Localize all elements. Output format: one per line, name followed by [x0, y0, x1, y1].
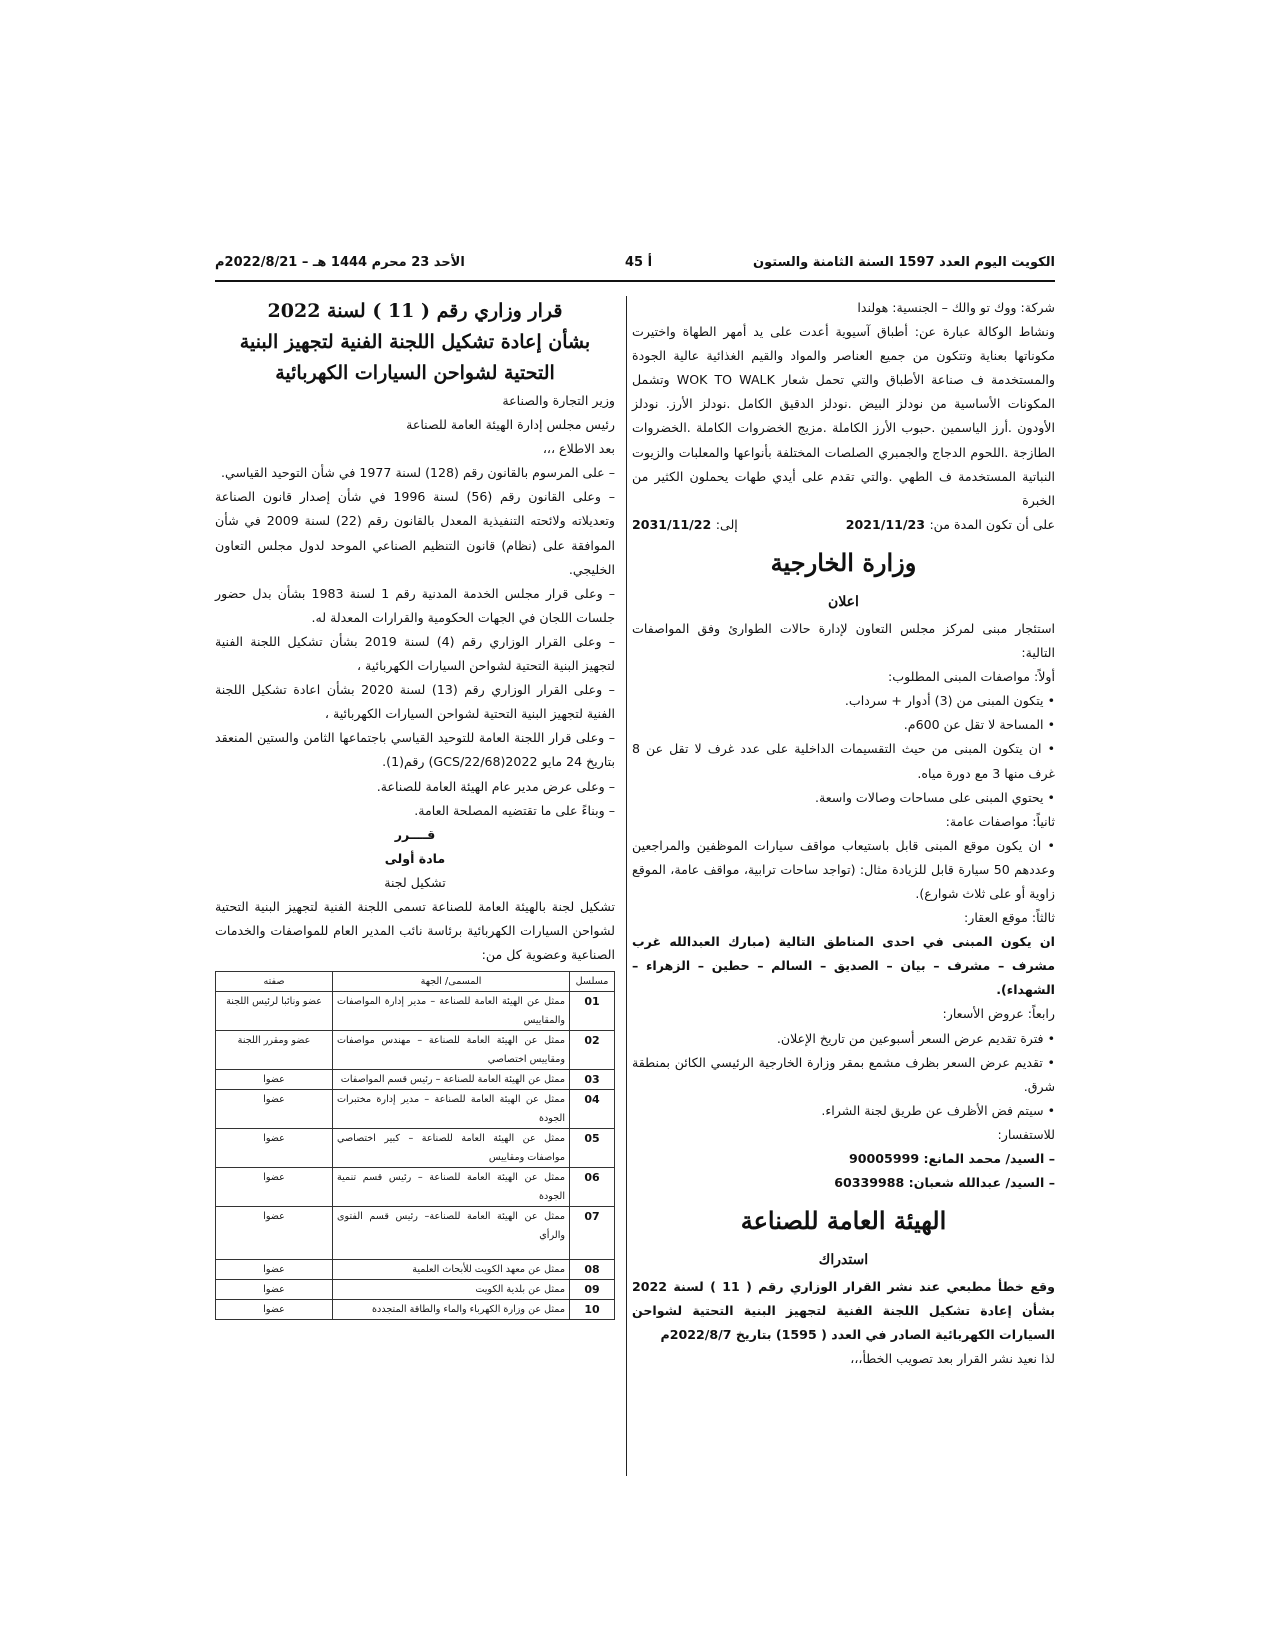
- preamble-clause: – وبناءً على ما تقتضيه المصلحة العامة.: [414, 802, 615, 818]
- cell-serial: 08: [570, 1260, 615, 1280]
- table-row: [216, 1031, 615, 1070]
- cell-serial: 05: [570, 1129, 615, 1168]
- ministry-title: وزارة الخارجية: [770, 547, 917, 577]
- correction-text: وقع خطأ مطبعي عند نشر القرار الوزاري رقم ( 11 ) لسنة 2022 بشأن إعادة تشكيل اللجنة الفنية لتجهيز البنية التحتية لشواحن السيارات الكهربائية الصادر في العدد ( 1595) بتاريخ 2022/8/7م: [632, 1279, 1055, 1343]
- cell-title: ممثل عن معهد الكويت للأبحاث العلمية: [333, 1260, 570, 1280]
- agency-company: شركة: ووك تو والك – الجنسية: هولندا: [857, 300, 1055, 315]
- cell-serial: 07: [570, 1207, 615, 1260]
- table-row: [216, 1280, 615, 1300]
- authority-title: الهيئة العامة للصناعة: [740, 1206, 947, 1236]
- cell-title: ممثل عن الهيئة العامة للصناعة – كبير اختصاصي مواصفات ومقاييس: [333, 1129, 570, 1168]
- spec-item: • يتكون المبنى من (3) أدوار + سرداب.: [844, 693, 1055, 709]
- preamble-clause: – وعلى عرض مدير عام الهيئة العامة للصناعة.: [376, 778, 615, 794]
- committee-table: [215, 971, 615, 1320]
- preamble-clause: – وعلى القانون رقم (56) لسنة 1996 في شأن إصدار قانون الصناعة وتعديلاته ولائحته التنفيذية المعدل بالقانون رقم (22) لسنة 2009 في شأن الموافقة على (نظام) قانون التنظيم الصناعي الموحد لدول مجلس التعاون الخليجي.: [215, 489, 615, 577]
- cell-title: ممثل عن الهيئة العامة للصناعة – مهندس مواصفات ومقاييس اختصاصي: [333, 1031, 570, 1070]
- cell-title: ممثل عن الهيئة العامة للصناعة – رئيس قسم تنمية الجودة: [333, 1168, 570, 1207]
- table-row: [216, 1260, 615, 1280]
- table-header-row: [216, 972, 615, 992]
- table-row: [216, 1300, 615, 1320]
- spec-section-3-title: ثالثاً: موقع العقار:: [964, 910, 1055, 926]
- period-from: 2021/11/23: [845, 516, 926, 532]
- cell-serial: 06: [570, 1168, 615, 1207]
- header-title: المسمى/ الجهة: [333, 972, 570, 992]
- cell-serial: 10: [570, 1300, 615, 1320]
- page-header: [215, 250, 1055, 282]
- article-heading: مادة أولى: [384, 850, 446, 866]
- decided-heading: قــــرر: [394, 826, 436, 842]
- header-role: صفته: [216, 972, 333, 992]
- cell-role: عضوا: [216, 1280, 333, 1300]
- cell-title: ممثل عن الهيئة العامة للصناعة – مدير إدارة المواصفات والمقاييس: [333, 992, 570, 1031]
- spec-section-1-title: أولاً: مواصفات المبنى المطلوب:: [888, 669, 1055, 685]
- cell-serial: 09: [570, 1280, 615, 1300]
- agency-period: [632, 513, 1055, 537]
- period-to: 2031/11/22: [632, 516, 712, 532]
- cell-serial: 02: [570, 1031, 615, 1070]
- decree-title: قرار وزاري رقم ( 11 ) لسنة 2022: [267, 300, 563, 322]
- correction-title: استدراك: [818, 1252, 869, 1269]
- left-column: [215, 296, 615, 1320]
- cell-title: ممثل عن الهيئة العامة للصناعة– رئيس قسم الفتوى والرأي: [333, 1207, 570, 1260]
- cell-serial: 04: [570, 1090, 615, 1129]
- preamble-clause: – وعلى القرار الوزاري رقم (13) لسنة 2020 بشأن اعادة تشكيل اللجنة الفنية لتجهيز البنية التحتية لشواحن السيارات الكهربائية ،: [215, 682, 615, 722]
- preamble-clause: – وعلى القرار الوزاري رقم (4) لسنة 2019 بشأن تشكيل اللجنة الفنية لتجهيز البنية التحتية لشواحن السيارات الكهربائية ،: [215, 633, 616, 674]
- cell-role: عضوا: [216, 1090, 333, 1129]
- table-row: [216, 992, 615, 1031]
- cell-role: عضو ونائبا لرئيس اللجنة: [216, 992, 333, 1031]
- cell-serial: 01: [570, 992, 615, 1031]
- ad-intro: استئجار مبنى لمركز مجلس التعاون لإدارة حالات الطوارئ وفق المواصفات التالية:: [632, 620, 1055, 661]
- cell-role: عضوا: [216, 1129, 333, 1168]
- cell-title: ممثل عن الهيئة العامة للصناعة – مدير إدارة مختبرات الجودة: [333, 1090, 570, 1129]
- period-to-label: إلى:: [715, 516, 738, 532]
- article-subheading: تشكيل لجنة: [384, 874, 446, 890]
- spec-item: • المساحة لا تقل عن 600م.: [903, 717, 1055, 733]
- table-row: [216, 1129, 615, 1168]
- chairman: رئيس مجلس إدارة الهيئة العامة للصناعة: [406, 417, 615, 433]
- after-review: بعد الاطلاع ،،،: [542, 441, 615, 457]
- header-serial: مسلسل: [570, 972, 615, 992]
- spec-item: • ان يكون موقع المبنى قابل باستيعاب مواقف سيارات الموظفين والمراجعين وعددهم 50 سيارة قابل للزيادة مثال: (تواجد ساحات ترابية، مواقف عامة، الموقع زاوية أو على ثلاث شوارع).: [632, 837, 1055, 901]
- table-row: [216, 1168, 615, 1207]
- decree-subtitle: التحتية لشواحن السيارات الكهربائية: [275, 362, 555, 384]
- issue-date: الأحد 23 محرم 1444 هـ – 2022/8/21م: [215, 255, 465, 270]
- spec-item: • ان يتكون المبنى من حيث التقسيمات الداخلية على عدد غرف لا تقل عن 8 غرف منها 3 مع دورة مياه.: [632, 741, 1055, 781]
- issue-info: الكويت اليوم العدد 1597 السنة الثامنة والستون: [753, 255, 1055, 270]
- right-column: [632, 296, 1055, 1372]
- preamble-clause: – وعلى قرار اللجنة العامة للتوحيد القياسي باجتماعها الثامن والستين المنعقد بتاريخ 24 مايو 2022(GCS/22/68) رقم(1).: [215, 730, 615, 770]
- contact-line: – السيد/ عبدالله شعبان: 60339988: [834, 1175, 1055, 1191]
- spec-section-2-title: ثانياً: مواصفات عامة:: [945, 813, 1055, 829]
- table-row: [216, 1090, 615, 1129]
- cell-role: عضوا: [216, 1260, 333, 1280]
- correction-end: لذا نعيد نشر القرار بعد تصويب الخطأ،،،: [850, 1351, 1055, 1367]
- minister: وزير التجارة والصناعة: [502, 393, 615, 408]
- decree-subtitle: بشأن إعادة تشكيل اللجنة الفنية لتجهيز البنية: [239, 331, 591, 353]
- cell-role: عضو ومقرر اللجنة: [216, 1031, 333, 1070]
- table-row: [216, 1070, 615, 1090]
- cell-title: ممثل عن الهيئة العامة للصناعة – رئيس قسم المواصفات: [333, 1070, 570, 1090]
- contact-title: للاستفسار:: [997, 1126, 1055, 1142]
- table-row: [216, 1207, 615, 1260]
- article-text: تشكيل لجنة بالهيئة العامة للصناعة تسمى اللجنة الفنية لتجهيز البنية التحتية لشواحن السيارات الكهربائية برئاسة نائب المدير العام للمواصفات والخدمات الصناعية وعضوية كل من:: [215, 898, 615, 963]
- price-item: • سيتم فض الأظرف عن طريق لجنة الشراء.: [821, 1102, 1055, 1118]
- spec-item: • يحتوي المبنى على مساحات وصالات واسعة.: [814, 789, 1055, 805]
- price-item: • تقديم عرض السعر بظرف مشمع بمقر وزارة الخارجية الرئيسي الكائن بمنطقة شرق.: [632, 1054, 1055, 1094]
- cell-role: عضوا: [216, 1070, 333, 1090]
- contact-line: – السيد/ محمد المانع: 90005999: [849, 1151, 1055, 1166]
- period-label: على أن تكون المدة من:: [929, 516, 1055, 532]
- column-divider: [626, 296, 627, 1476]
- cell-title: ممثل عن وزارة الكهرباء والماء والطاقة المتجددة: [333, 1300, 570, 1320]
- agency-activity: ونشاط الوكالة عبارة عن: أطباق آسيوية أعدت على يد أمهر الطهاة واختيرت مكوناتها بعناية وتتكون من جميع العناصر والمواد والقيم الغذائية عالية الجودة والمستخدمة ف صناعة الأطباق والتي تحمل شعار WOK TO WALK وتشمل المكونات الأساسية من نودلز البيض .نودلز الدقيق الكامل .نودلز الأرز. نودلز الأودون .أرز الياسمين .حبوب الأرز الكاملة .مزيج الخضروات الكاملة .الخضروات الطازجة .اللحوم الدجاج والجمبري الصلصات المختلفة بأنواعها والمعلبات والزيوت النباتية المستخدمة ف الطهي .والتي تقدم على أيدي طهات يحملون الكثير من الخبرة: [632, 324, 1055, 508]
- cell-role: عضوا: [216, 1168, 333, 1207]
- page-number: أ 45: [625, 255, 653, 270]
- preamble-clause: – على المرسوم بالقانون رقم (128) لسنة 1977 في شأن التوحيد القياسي.: [220, 465, 615, 481]
- location-list: ان يكون المبنى في احدى المناطق التالية (مبارك العبدالله غرب مشرف – مشرف – بيان – الصديق – السالم – حطين – الزهراء – الشهداء).: [632, 934, 1055, 998]
- cell-serial: 03: [570, 1070, 615, 1090]
- spec-section-4-title: رابعاً: عروض الأسعار:: [942, 1006, 1055, 1022]
- cell-role: عضوا: [216, 1207, 333, 1260]
- cell-role: عضوا: [216, 1300, 333, 1320]
- ad-title: اعلان: [828, 593, 859, 610]
- price-item: • فترة تقديم عرض السعر أسبوعين من تاريخ الإعلان.: [776, 1030, 1055, 1046]
- cell-title: ممثل عن بلدية الكويت: [333, 1280, 570, 1300]
- preamble-clause: – وعلى قرار مجلس الخدمة المدنية رقم 1 لسنة 1983 بشأن بدل حضور جلسات اللجان في الجهات الحكومية والقرارات المعدلة له.: [215, 585, 615, 625]
